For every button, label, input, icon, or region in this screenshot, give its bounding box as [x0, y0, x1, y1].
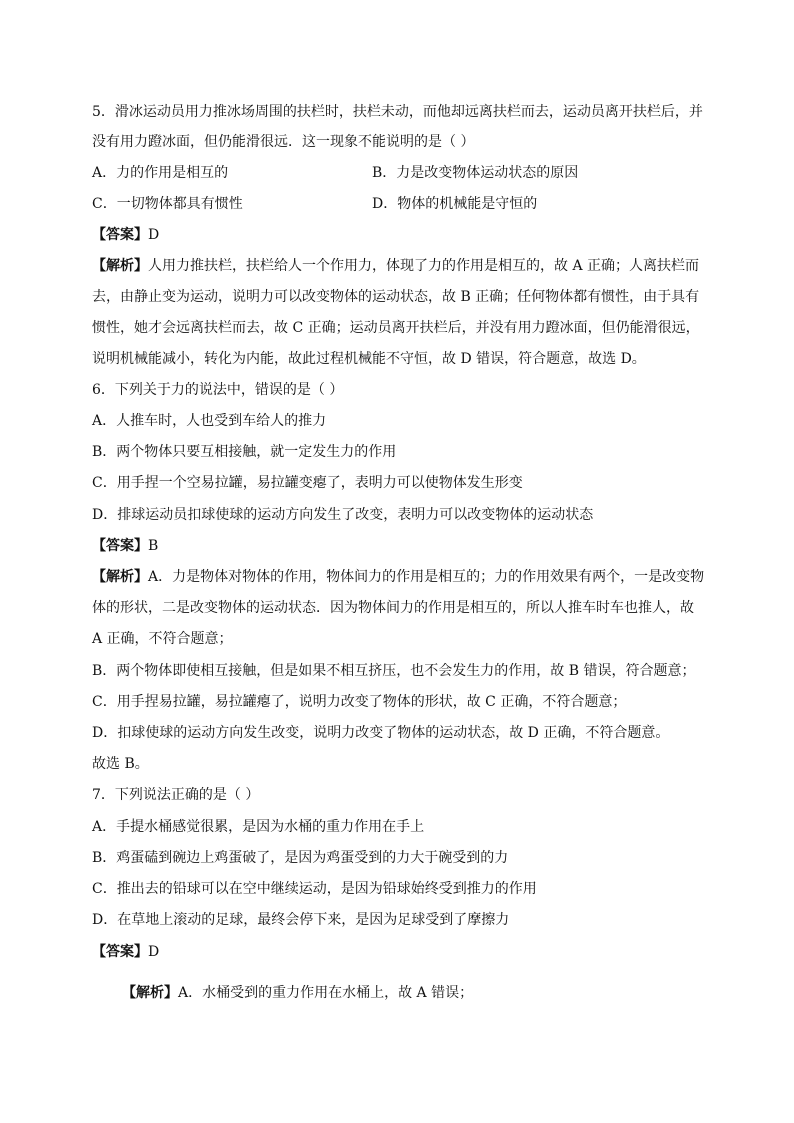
q6-analysis-line-6: D．扣球使球的运动方向发生改变，说明力改变了物体的运动状态，故 D 正确，不符合题意。	[92, 725, 670, 741]
answer-tag: 【答案】	[92, 538, 148, 554]
answer-value: D	[148, 227, 160, 243]
answer-value: B	[148, 538, 159, 554]
q5-analysis-line-1	[92, 256, 712, 276]
analysis-text: A．力是物体对物体的作用，物体间力的作用是相互的；力的作用效果有两个，一是改变物	[148, 569, 705, 585]
q7-option-b: B．鸡蛋磕到碗边上鸡蛋破了，是因为鸡蛋受到的力大于碗受到的力	[92, 850, 509, 866]
q6-analysis-line-7: 故选 B。	[92, 756, 149, 772]
analysis-tag: 【解析】	[122, 985, 178, 1001]
answer-value: D	[148, 944, 160, 960]
q5-option-b: B．力是改变物体运动状态的原因	[372, 165, 579, 181]
q5-stem-line-1: 5．滑冰运动员用力推冰场周围的扶栏时，扶栏未动，而他却远离扶栏而去，运动员离开扶栏后，并	[92, 104, 703, 120]
q6-stem: 6．下列关于力的说法中，错误的是（ ）	[92, 382, 344, 398]
q6-option-c: C．用手捏一个空易拉罐，易拉罐变瘪了，表明力可以使物体发生形变	[92, 475, 523, 491]
q5-analysis-line-2: 去，由静止变为运动，说明力可以改变物体的运动状态，故 B 正确；任何物体都有惯性，由于具有	[92, 289, 700, 305]
q5-option-a: A．力的作用是相互的	[92, 165, 229, 181]
q7-analysis-line-1	[122, 983, 742, 1003]
analysis-tag: 【解析】	[92, 258, 148, 274]
q6-analysis-line-2: 体的形状，二是改变物体的运动状态．因为物体间力的作用是相互的，所以人推车时车也推人，故	[92, 600, 694, 616]
answer-tag: 【答案】	[92, 227, 148, 243]
q5-answer	[92, 225, 712, 245]
q7-option-d: D．在草地上滚动的足球，最终会停下来，是因为足球受到了摩擦力	[92, 912, 510, 928]
q7-answer	[92, 942, 712, 962]
q6-option-b: B．两个物体只要互相接触，就一定发生力的作用	[92, 444, 397, 460]
q5-option-c: C．一切物体都具有惯性	[92, 196, 243, 212]
q7-stem: 7．下列说法正确的是（ ）	[92, 787, 260, 803]
q6-analysis-line-3: A 正确，不符合题意；	[92, 631, 233, 647]
q7-option-c: C．推出去的铅球可以在空中继续运动，是因为铅球始终受到推力的作用	[92, 881, 537, 897]
q6-option-a: A．人推车时，人也受到车给人的推力	[92, 413, 327, 429]
q6-analysis-line-5: C．用手捏易拉罐，易拉罐瘪了，说明力改变了物体的形状，故 C 正确，不符合题意；	[92, 694, 627, 710]
q6-option-d: D．排球运动员扣球使球的运动方向发生了改变，表明力可以改变物体的运动状态	[92, 507, 594, 523]
q6-analysis-line-1	[92, 567, 712, 587]
q5-stem-line-2: 没有用力蹬冰面，但仍能滑很远．这一现象不能说明的是（ ）	[92, 134, 475, 150]
analysis-text: 人用力推扶栏，扶栏给人一个作用力，体现了力的作用是相互的，故 A 正确；人离扶栏而	[148, 258, 700, 274]
q6-analysis-line-4: B．两个物体即使相互接触，但是如果不相互挤压，也不会发生力的作用，故 B 错误，符合题意；	[92, 663, 696, 679]
analysis-tag: 【解析】	[92, 569, 148, 585]
q5-analysis-line-4: 说明机械能减小，转化为内能，故此过程机械能不守恒，故 D 错误，符合题意，故选 D。	[92, 351, 646, 367]
q5-analysis-line-3: 惯性，她才会远离扶栏而去，故 C 正确；运动员离开扶栏后，并没有用力蹬冰面，但仍能滑很远，	[92, 320, 700, 336]
q6-answer	[92, 536, 712, 556]
q7-option-a: A．手提水桶感觉很累，是因为水桶的重力作用在手上	[92, 819, 425, 835]
q5-option-d: D．物体的机械能是守恒的	[372, 196, 538, 212]
analysis-text: A．水桶受到的重力作用在水桶上，故 A 错误；	[178, 985, 474, 1001]
answer-tag: 【答案】	[92, 944, 148, 960]
